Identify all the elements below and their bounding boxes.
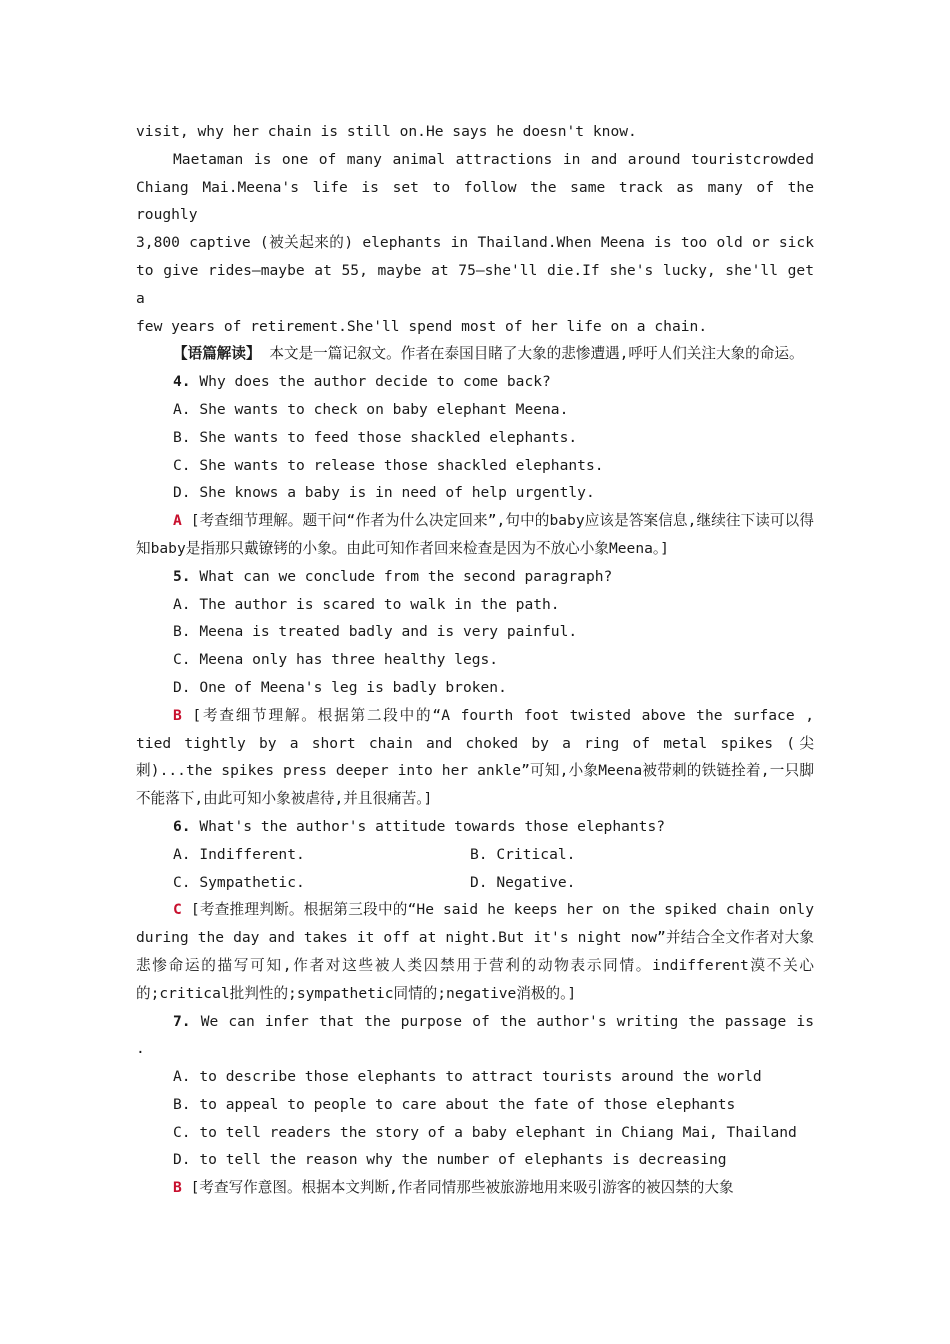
option-b: B. She wants to feed those shackled elephants. [173,428,578,446]
option-a: A. She wants to check on baby elephant Meena. [173,400,569,418]
passage-line: visit, why her chain is still on.He says he doesn't know. [136,123,637,140]
options-row [136,841,814,869]
passage-line: Chiang Mai.Meena's life is set to follow the same track as many of the roughly [136,178,814,224]
question-number: 4. [173,373,191,391]
question-text: What's the author's attitude towards those elephants? [199,817,666,835]
question-number: 5. [173,567,191,585]
explanation-text: [考查推理判断。根据第三段中的“He said he keeps her on the spiked chain only during the day and takes it off at night.But it's night now”并结合全文作者对大象悲惨命运的描写可知,作者对这些被人类囚禁用于营利的动物表示同情。indifferent漠不关心的;critical批判性的;sympathetic同情的;negative消极的。] [136,901,815,1002]
passage-line: Maetaman is one of many animal attractions in and around touristcrowded [173,150,814,168]
passage-line: 3,800 captive (被关起来的) elephants in Thailand.When Meena is too old or sick [136,234,814,252]
passage-line: to give rides—maybe at 55, maybe at 75—she'll die.If she's lucky, she'll get a [136,261,814,307]
question-stem [136,368,814,396]
option-d: D. One of Meena's leg is badly broken. [173,678,507,696]
option-d: D. She knows a baby is in need of help urgently. [173,484,595,502]
option-b: B. to appeal to people to care about the fate of those elephants [173,1095,736,1113]
option-d: D. Negative. [470,873,576,891]
option-a: A. Indifferent. [173,845,305,863]
question-blank: . [136,1040,145,1058]
question-text: What can we conclude from the second paragraph? [199,567,613,585]
question-stem [136,813,814,841]
option-c: C. Sympathetic. [173,873,305,891]
option-c: C. Meena only has three healthy legs. [173,651,499,669]
analysis-label: 【语篇解读】 [173,345,261,363]
question-stem [136,563,814,591]
option-a: A. The author is scared to walk in the path. [173,595,560,613]
question-number: 7. [173,1012,191,1030]
explanation-text: [考查写作意图。根据本文判断,作者同情那些被旅游地用来吸引游客的被囚禁的大象 [190,1179,734,1197]
answer-letter: A [173,512,182,530]
document-page [136,118,814,1202]
answer-letter: B [173,1179,182,1197]
question-number: 6. [173,817,191,835]
passage-line: few years of retirement.She'll spend most of her life on a chain. [136,317,708,335]
answer-explanation [136,1174,814,1202]
option-b: B. Critical. [470,845,576,863]
analysis-text: 本文是一篇记叙文。作者在泰国目睹了大象的悲惨遭遇,呼吁人们关注大象的命运。 [269,345,804,363]
question-text: We can infer that the purpose of the author's writing the passage is [200,1012,814,1030]
option-a: A. to describe those elephants to attract tourists around the world [173,1068,762,1086]
answer-explanation [136,896,814,1007]
answer-explanation [136,702,814,813]
explanation-text: [考查细节理解。题干问“作者为什么决定回来”,句中的baby应该是答案信息,继续往下读可以得知baby是指那只戴镣铐的小象。由此可知作者回来检查是因为不放心小象Meena。] [136,512,814,557]
option-b: B. Meena is treated badly and is very painful. [173,623,578,641]
answer-letter: C [173,901,182,919]
option-c: C. to tell readers the story of a baby elephant in Chiang Mai, Thailand [173,1123,797,1141]
answer-explanation [136,507,814,563]
options-row [136,869,814,897]
answer-letter: B [173,706,182,724]
explanation-text: [考查细节理解。根据第二段中的“A fourth foot twisted above the surface , tied tightly by a short chain and choked by a ring of metal spikes (尖刺)...the spikes press deeper into her ankle”可知,小象Meena被带刺的铁链拴着,一只脚不能落下,由此可知小象被虐待,并且很痛苦。] [136,706,814,808]
question-text: Why does the author decide to come back? [199,373,551,391]
option-d: D. to tell the reason why the number of elephants is decreasing [173,1151,727,1169]
passage-analysis [136,340,814,368]
option-c: C. She wants to release those shackled elephants. [173,456,604,474]
question-stem [136,1008,814,1036]
